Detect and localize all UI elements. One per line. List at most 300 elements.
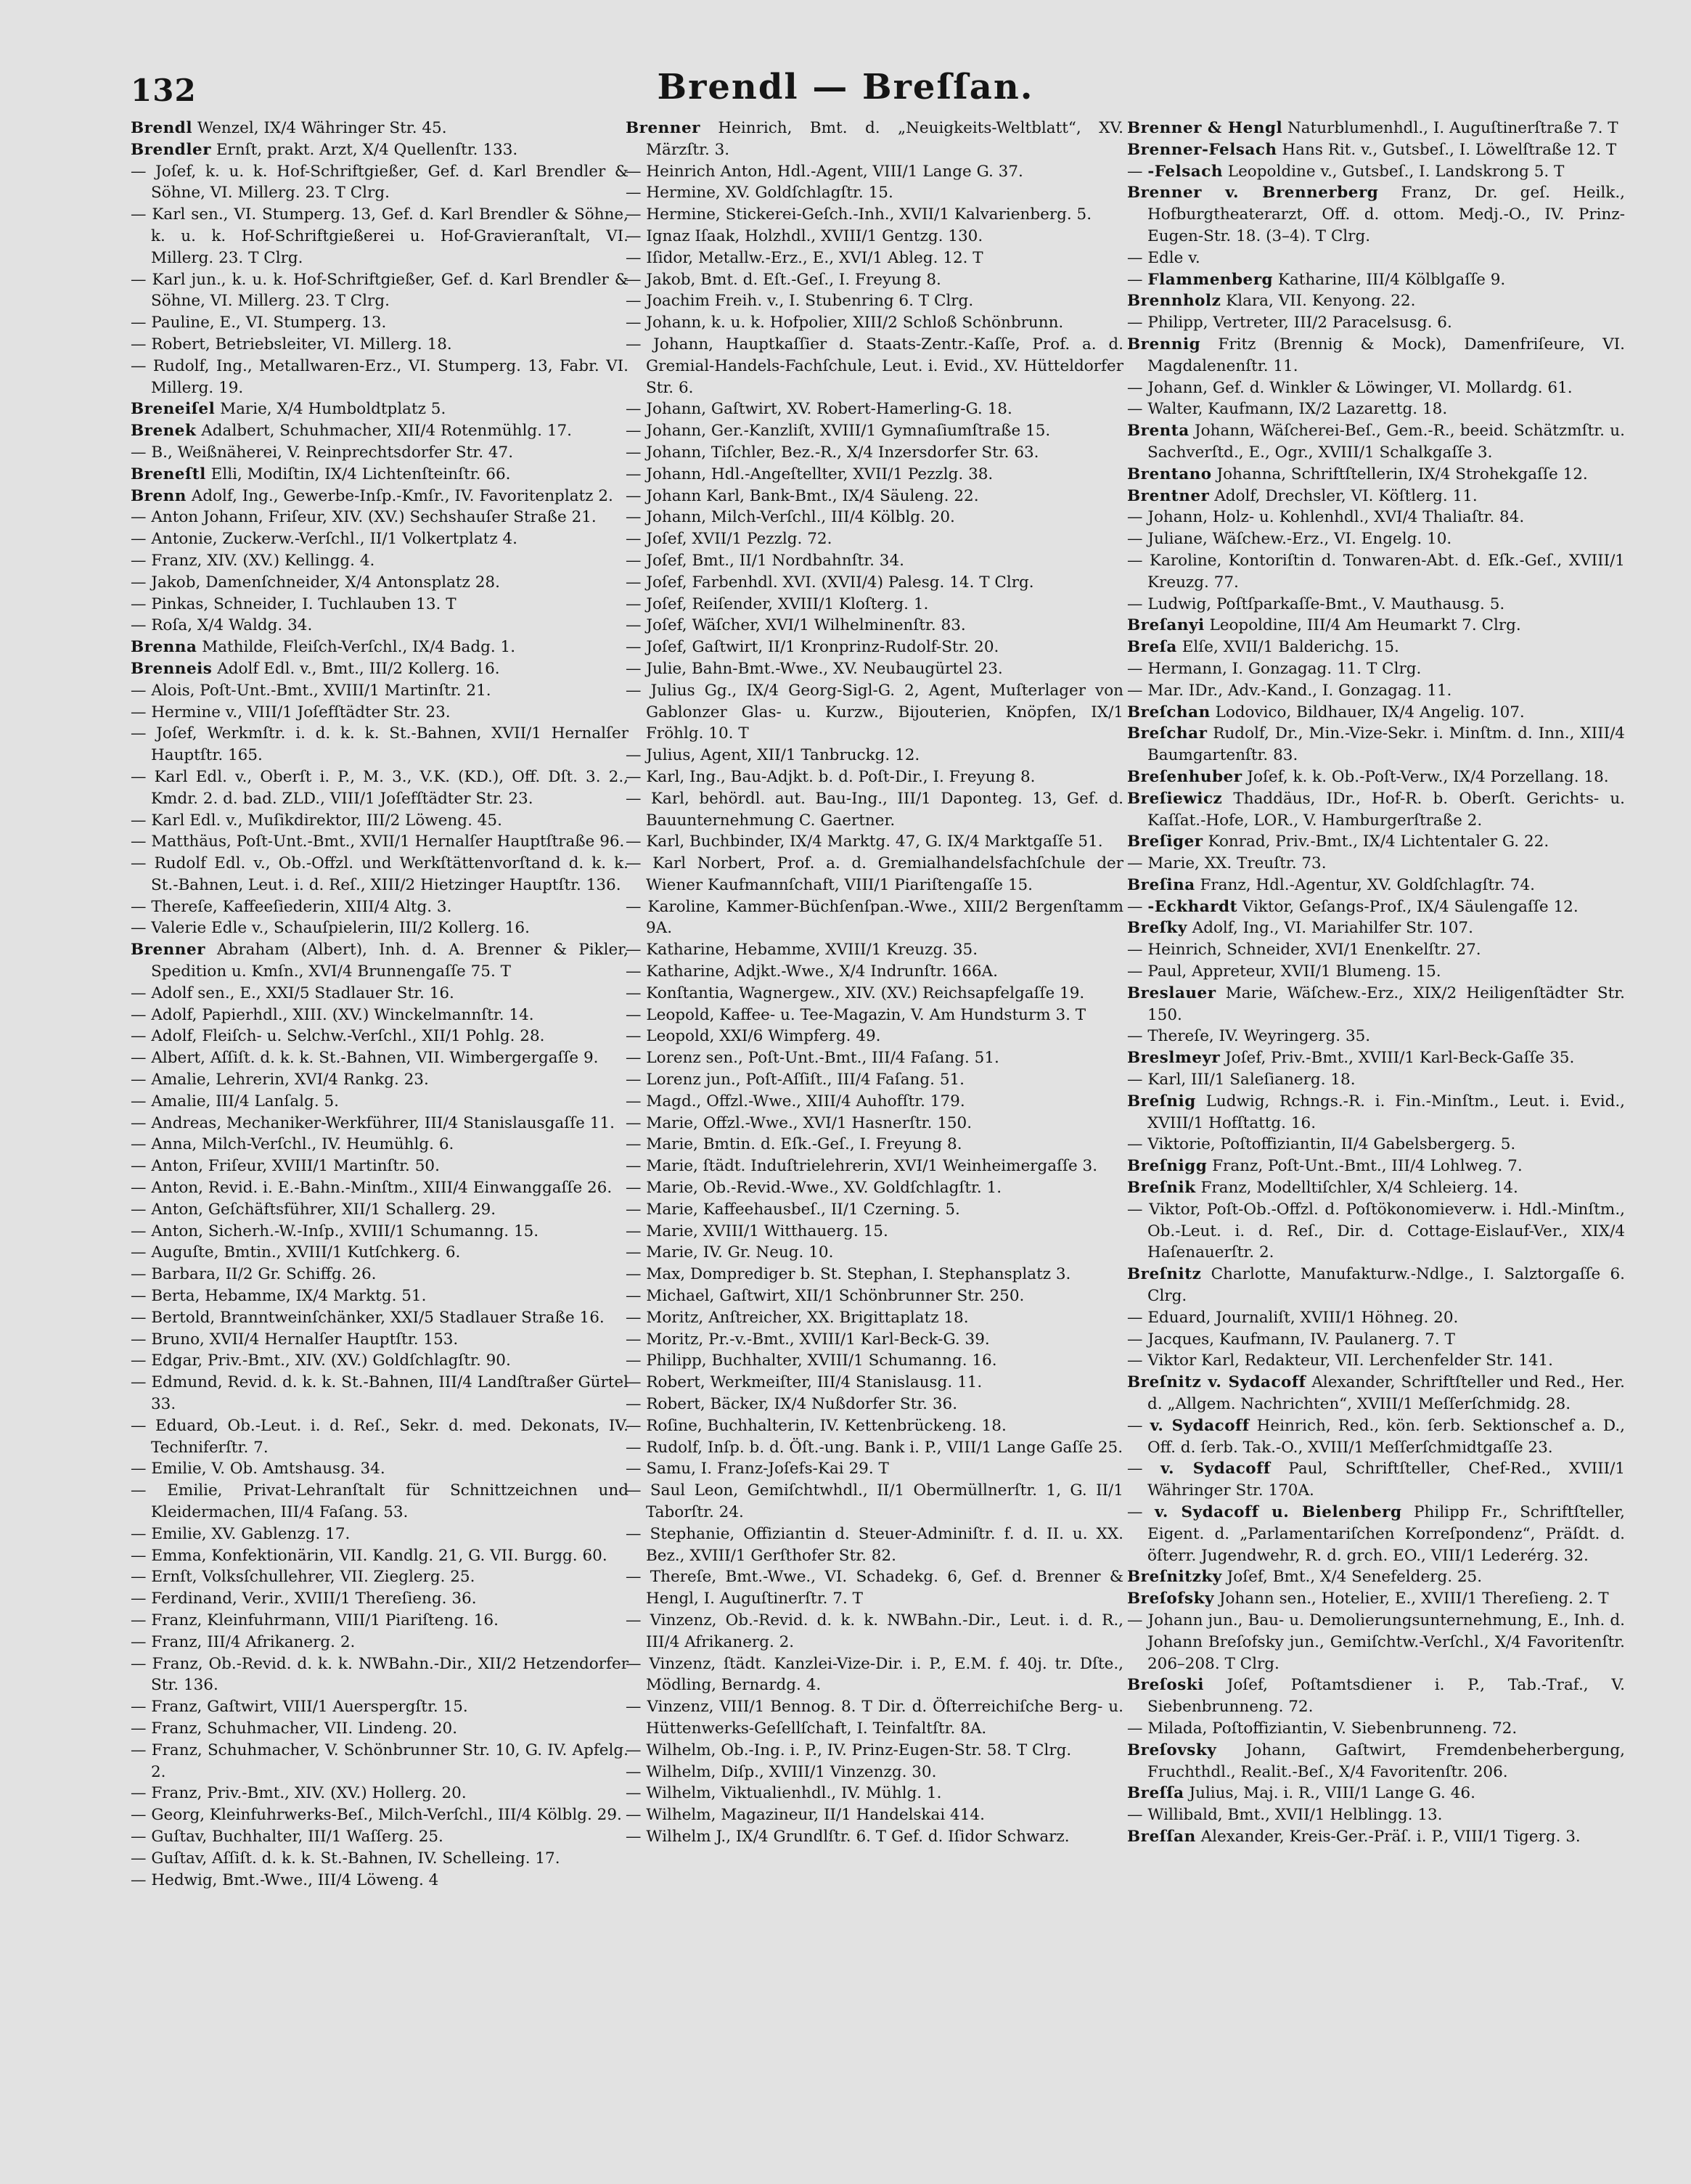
directory-entry xyxy=(1127,248,1625,269)
directory-entry xyxy=(626,1458,1123,1480)
entry-text: Joſef, Bmt., X/4 Senefelderg. 25. xyxy=(1221,1568,1483,1587)
directory-entry xyxy=(131,1199,629,1221)
directory-entry xyxy=(131,1307,629,1329)
entry-text: Johann, Gaſtwirt, XV. Robert-Hamerling-G. 18. xyxy=(646,400,1012,419)
continuation-dash: — xyxy=(131,1849,152,1868)
directory-entry xyxy=(131,1870,629,1891)
entry-text: Franz, Modelltiſchler, X/4 Schleierg. 14. xyxy=(1195,1179,1518,1198)
entry-text: Hedwig, Bmt.-Wwe., III/4 Löweng. 4 xyxy=(151,1870,439,1889)
running-head: Brendl — Breſſan. xyxy=(657,67,1034,107)
entry-text: Karl, III/1 Saleſianerg. 18. xyxy=(1147,1071,1356,1089)
column-1 xyxy=(131,118,629,1891)
continuation-dash: — xyxy=(626,1287,647,1306)
directory-entry xyxy=(131,917,629,939)
continuation-dash: — xyxy=(131,1351,152,1370)
continuation-dash: — xyxy=(626,1027,647,1046)
directory-entry xyxy=(626,464,1123,486)
directory-entry xyxy=(131,420,629,442)
directory-entry xyxy=(1127,1826,1625,1848)
entry-surname: -Eckhardt xyxy=(1147,897,1237,916)
directory-entry xyxy=(1127,1069,1625,1091)
entry-text: Franz, Kleinfuhrmann, VIII/1 Piariſteng. 16. xyxy=(151,1611,499,1629)
directory-entry xyxy=(131,1026,629,1047)
entry-surname: Breſiewicz xyxy=(1127,789,1223,808)
directory-entry xyxy=(1127,377,1625,399)
directory-entry xyxy=(131,161,629,205)
entry-surname: Brenner & Hengl xyxy=(1127,119,1283,137)
entry-text: Eduard, Ob.-Leut. i. d. Reſ., Sekr. d. med. Dekonats, IV. Techniferſtr. 7. xyxy=(151,1416,629,1457)
entry-text: Edle v. xyxy=(1147,248,1200,267)
entry-surname: v. Sydacoff xyxy=(1150,1416,1250,1435)
entry-text: Hans Rit. v., Gutsbeſ., I. Löwelſtraße 12. T xyxy=(1277,140,1617,159)
entry-text: Marie, Wäſchew.-Erz., XIX/2 Heiligenſtädter Str. 150. xyxy=(1147,983,1625,1024)
directory-entry xyxy=(131,1285,629,1307)
continuation-dash: — xyxy=(131,1784,152,1803)
continuation-dash: — xyxy=(626,1698,647,1717)
continuation-dash: — xyxy=(626,1762,647,1781)
directory-entry xyxy=(1127,528,1625,550)
continuation-dash: — xyxy=(626,486,647,505)
entry-text: Elli, Modiſtin, IX/4 Lichtenſteinſtr. 66. xyxy=(205,465,511,483)
entry-text: Konſtantia, Wagnergew., XIV. (XV.) Reichsapfelgaſſe 19. xyxy=(646,983,1085,1002)
continuation-dash: — xyxy=(1127,508,1148,527)
entry-text: Julius, Agent, XII/1 Tanbruckg. 12. xyxy=(646,746,920,765)
directory-entry xyxy=(626,1437,1123,1459)
entry-surname: Breneſtl xyxy=(131,465,206,483)
continuation-dash: — xyxy=(131,1027,152,1046)
directory-entry xyxy=(131,1783,629,1804)
continuation-dash: — xyxy=(131,1179,152,1198)
continuation-dash: — xyxy=(626,1071,647,1089)
directory-entry xyxy=(626,766,1123,788)
entry-surname: Breſenhuber xyxy=(1127,767,1242,786)
entry-text: Karl Edl. v., Muſikdirektor, III/2 Löweng. 45. xyxy=(151,811,502,830)
directory-entry xyxy=(1127,680,1625,702)
directory-entry xyxy=(131,810,629,832)
entry-text: B., Weißnäherei, V. Reinprechtsdorfer Str. 47. xyxy=(151,443,514,462)
entry-text: Robert, Betriebsleiter, VI. Millerg. 18. xyxy=(151,335,452,353)
entry-text: Joſef, Bmt., II/1 Nordbahnſtr. 34. xyxy=(646,551,904,570)
entry-text: Wilhelm, Viktualienhdl., IV. Mühlg. 1. xyxy=(646,1784,942,1803)
continuation-dash: — xyxy=(131,1632,152,1651)
entry-text: Adolf, Drechsler, VI. Köſtlerg. 11. xyxy=(1209,486,1478,505)
continuation-dash: — xyxy=(626,1741,647,1759)
directory-entry xyxy=(131,572,629,594)
continuation-dash: — xyxy=(131,897,152,916)
entry-text: Magd., Offzl.-Wwe., XIII/4 Auhofſtr. 179. xyxy=(646,1092,965,1111)
directory-entry xyxy=(131,1848,629,1870)
directory-entry xyxy=(131,615,629,637)
entry-text: Pinkas, Schneider, I. Tuchlauben 13. T xyxy=(151,594,456,613)
entry-surname: Breſchar xyxy=(1127,724,1208,743)
continuation-dash: — xyxy=(1127,1611,1148,1629)
entry-text: Thaddäus, IDr., Hof-R. b. Oberſt. Gerichts- u. Kaſſat.-Hofe, LOR., V. Hamburgerſtraße 2. xyxy=(1147,789,1625,830)
continuation-dash: — xyxy=(626,1806,647,1825)
entry-text: Berta, Hebamme, IX/4 Marktg. 51. xyxy=(151,1287,427,1306)
entry-text: Johann Karl, Bank-Bmt., IX/4 Säuleng. 22. xyxy=(646,486,979,505)
continuation-dash: — xyxy=(131,1870,152,1889)
continuation-dash: — xyxy=(626,638,647,657)
directory-entry xyxy=(626,550,1123,572)
directory-entry xyxy=(1127,594,1625,615)
entry-surname: Brenner xyxy=(131,941,205,960)
entry-text: Milada, Poſtoffiziantin, V. Siebenbrunneng. 72. xyxy=(1147,1719,1518,1738)
entry-text: Marie, ſtädt. Induſtrielehrerin, XVI/1 Weinheimergaſſe 3. xyxy=(646,1157,1098,1176)
directory-entry xyxy=(1127,161,1625,183)
directory-entry xyxy=(131,1069,629,1091)
entry-surname: Breſſa xyxy=(1127,1784,1184,1803)
directory-entry xyxy=(131,1264,629,1285)
directory-entry xyxy=(626,961,1123,983)
entry-text: Adalbert, Schuhmacher, XII/4 Rotenmühlg. 17. xyxy=(196,422,572,441)
entry-text: Thereſe, IV. Weyringerg. 35. xyxy=(1147,1027,1371,1046)
directory-entry xyxy=(1127,983,1625,1026)
entry-text: Viktorie, Poſtoffiziantin, II/4 Gabelsbergerg. 5. xyxy=(1147,1135,1516,1154)
entry-text: Karl Norbert, Prof. a. d. Gremialhandelsfachſchule der Wiener Kaufmannſchaft, VIII/1 Piariſtengaſſe 15. xyxy=(646,854,1123,894)
entry-text: Joſef, k. u. k. Hof-Schriftgießer, Gef. d. Karl Brendler & Söhne, VI. Millerg. 23. T Clrg. xyxy=(151,162,629,203)
entry-text: Elſe, XVII/1 Balderichg. 15. xyxy=(1176,638,1399,657)
entry-surname: Brennig xyxy=(1127,335,1201,353)
entry-text: Johann, Tiſchler, Bez.-R., X/4 Inzersdorfer Str. 63. xyxy=(646,443,1039,462)
entry-text: Viktor, Geſangs-Prof., IX/4 Säulengaſſe 12. xyxy=(1237,897,1579,916)
continuation-dash: — xyxy=(626,1654,650,1673)
directory-entry xyxy=(626,398,1123,420)
directory-entry xyxy=(626,680,1123,745)
directory-entry xyxy=(131,983,629,1005)
entry-text: Wilhelm, Magazineur, II/1 Handelskai 414. xyxy=(646,1806,985,1825)
directory-entry xyxy=(131,1826,629,1848)
directory-entry xyxy=(131,269,629,313)
entry-surname: Breſchan xyxy=(1127,703,1211,721)
continuation-dash: — xyxy=(626,205,647,224)
directory-entry xyxy=(1127,1134,1625,1156)
entry-text: Marie, Offzl.-Wwe., XVI/1 Hasnerſtr. 150. xyxy=(646,1113,973,1132)
directory-entry xyxy=(626,939,1123,961)
entry-surname: Brenner-Felsach xyxy=(1127,140,1277,159)
directory-entry xyxy=(626,1307,1123,1329)
directory-entry xyxy=(1127,182,1625,247)
entry-text: Marie, Ob.-Revid.-Wwe., XV. Goldſchlagſtr. 1. xyxy=(646,1179,1002,1198)
entry-text: Hermine, XV. Goldſchlagſtr. 15. xyxy=(646,184,893,203)
entry-text: Jakob, Damenſchneider, X/4 Antonsplatz 28. xyxy=(151,573,500,592)
continuation-dash: — xyxy=(131,1308,152,1327)
directory-entry xyxy=(131,507,629,528)
entry-text: Antonie, Zuckerw.-Verſchl., II/1 Volkertplatz 4. xyxy=(151,530,517,549)
directory-entry xyxy=(1127,1718,1625,1740)
entry-text: Marie, Kaffeehausbeſ., II/1 Czerning. 5. xyxy=(646,1200,960,1219)
continuation-dash: — xyxy=(626,248,647,267)
entry-text: Andreas, Mechaniker-Werkführer, III/4 Stanislausgaſſe 11. xyxy=(151,1113,615,1132)
continuation-dash: — xyxy=(131,1654,152,1673)
entry-text: Karoline, Kontoriſtin d. Tonwaren-Abt. d. Eſk.-Geſ., XVIII/1 Kreuzg. 77. xyxy=(1147,551,1625,592)
directory-entry xyxy=(131,1156,629,1177)
directory-entry xyxy=(1127,637,1625,658)
entry-surname: Brenner v. Brennerberg xyxy=(1127,184,1379,203)
continuation-dash: — xyxy=(131,356,153,375)
directory-entry xyxy=(131,1804,629,1826)
directory-entry xyxy=(626,486,1123,507)
entry-text: Paul, Schriftſteller, Chef-Red., XVIII/1 Währinger Str. 170A. xyxy=(1147,1460,1626,1500)
continuation-dash: — xyxy=(131,1243,152,1262)
directory-entry xyxy=(626,1005,1123,1026)
entry-surname: -Felsach xyxy=(1147,162,1223,181)
continuation-dash: — xyxy=(626,422,647,441)
directory-entry xyxy=(131,1696,629,1718)
directory-entry xyxy=(131,680,629,702)
entry-text: Hermann, I. Gonzagag. 11. T Clrg. xyxy=(1147,659,1422,678)
entry-text: Marie, XVIII/1 Witthauerg. 15. xyxy=(646,1222,888,1240)
entry-text: Abraham (Albert), Inh. d. A. Brenner & Pikler, Spedition u. Kmſn., XVI/4 Brunnengaſſe 75. T xyxy=(151,941,629,981)
entry-text: Bruno, XVII/4 Hernalſer Hauptſtr. 153. xyxy=(151,1330,459,1349)
continuation-dash: — xyxy=(626,162,647,181)
entry-text: Wilhelm J., IX/4 Grundlſtr. 6. T Gef. d. Iſidor Schwarz. xyxy=(646,1827,1070,1846)
directory-entry xyxy=(1127,1610,1625,1674)
directory-entry xyxy=(131,1350,629,1372)
entry-text: Edmund, Revid. d. k. k. St.-Bahnen, III/4 Landſtraßer Gürtel 33. xyxy=(151,1373,629,1414)
entry-text: Emilie, Privat-Lehranſtalt für Schnittzeichnen und Kleidermachen, III/4 Faſang. 53. xyxy=(151,1481,629,1521)
entry-text: Mar. IDr., Adv.-Kand., I. Gonzagag. 11. xyxy=(1147,681,1452,700)
continuation-dash: — xyxy=(131,551,152,570)
continuation-dash: — xyxy=(1127,659,1148,678)
entry-text: Philipp Fr., Schriftſteller, Eigent. d. „Parlamentariſchen Korreſpondenz“, Präſdt. d. öſterr. Jugendwehr, R. d. grch. EO., VIII/1 Lederérg. 32. xyxy=(1147,1503,1625,1565)
directory-entry xyxy=(1127,269,1625,291)
directory-entry xyxy=(626,1524,1123,1567)
directory-entry xyxy=(626,312,1123,334)
continuation-dash: — xyxy=(626,1568,650,1587)
continuation-dash: — xyxy=(626,292,647,311)
page-number: 132 xyxy=(131,73,197,108)
entry-text: Walter, Kaufmann, IX/2 Lazarettg. 18. xyxy=(1147,400,1448,419)
continuation-dash: — xyxy=(131,1157,152,1176)
entry-surname: v. Sydacoff u. Bielenberg xyxy=(1155,1503,1402,1521)
continuation-dash: — xyxy=(626,551,647,570)
entry-text: Lorenz sen., Poſt-Unt.-Bmt., III/4 Faſang. 51. xyxy=(646,1049,999,1068)
continuation-dash: — xyxy=(1127,681,1148,700)
continuation-dash: — xyxy=(626,335,654,353)
continuation-dash: — xyxy=(131,833,152,851)
entry-surname: Breneiſel xyxy=(131,400,216,419)
entry-text: Karl, behördl. aut. Bau-Ing., III/1 Daponteg. 13, Gef. d. Bauunternehmung C. Gaertner. xyxy=(646,789,1123,830)
directory-entry xyxy=(626,983,1123,1005)
directory-entry xyxy=(626,1285,1123,1307)
directory-entry xyxy=(131,486,629,507)
entry-surname: Breſnitzky xyxy=(1127,1568,1222,1587)
entry-text: Johann, Holz- u. Kohlenhdl., XVI/4 Thaliaſtr. 84. xyxy=(1147,508,1525,527)
continuation-dash: — xyxy=(1127,594,1148,613)
entry-surname: v. Sydacoff xyxy=(1160,1460,1271,1479)
continuation-dash: — xyxy=(131,919,152,938)
entry-text: Valerie Edle v., Schauſpielerin, III/2 Kollerg. 16. xyxy=(151,919,530,938)
continuation-dash: — xyxy=(626,1524,650,1543)
directory-entry xyxy=(626,1091,1123,1113)
directory-entry xyxy=(626,182,1123,204)
continuation-dash: — xyxy=(131,443,152,462)
continuation-dash: — xyxy=(131,1806,152,1825)
continuation-dash: — xyxy=(1127,530,1148,549)
directory-entry xyxy=(626,1047,1123,1069)
directory-entry xyxy=(131,594,629,615)
continuation-dash: — xyxy=(131,1590,152,1608)
continuation-dash: — xyxy=(626,1351,647,1370)
continuation-dash: — xyxy=(1127,1308,1148,1327)
directory-entry xyxy=(626,572,1123,594)
directory-entry xyxy=(131,831,629,853)
entry-text: Vinzenz, Ob.-Revid. d. k. k. NWBahn.-Dir., Leut. i. d. R., III/4 Afrikanerg. 2. xyxy=(646,1611,1123,1651)
entry-text: Klara, VII. Kenyong. 22. xyxy=(1221,292,1416,311)
entry-text: Amalie, Lehrerin, XVI/4 Rankg. 23. xyxy=(151,1071,429,1089)
continuation-dash: — xyxy=(626,1265,647,1284)
directory-entry xyxy=(131,1566,629,1588)
entry-text: Jacques, Kaufmann, IV. Paulanerg. 7. T xyxy=(1147,1330,1455,1349)
directory-entry xyxy=(626,745,1123,766)
directory-entry xyxy=(131,334,629,356)
entry-text: Adolf, Ing., Gewerbe-Inſp.-Kmſr., IV. Favoritenplatz 2. xyxy=(186,486,613,505)
entry-text: Karoline, Kammer-Büchſenſpan.-Wwe., XIII/2 Bergenſtamm 9A. xyxy=(646,897,1123,938)
continuation-dash: — xyxy=(626,681,651,700)
directory-entry xyxy=(131,896,629,918)
entry-surname: Breſofsky xyxy=(1127,1590,1215,1608)
entry-text: Franz, Schuhmacher, V. Schönbrunner Str. 10, G. IV. Apfelg. 2. xyxy=(151,1741,629,1781)
entry-text: Johann, Hauptkaſſier d. Staats-Zentr.-Kaſſe, Prof. a. d. Gremial-Handels-Fachſchule, Leut. i. Evid., XV. Hütteldorfer Str. 6. xyxy=(646,335,1123,397)
directory-entry xyxy=(626,1113,1123,1134)
entry-surname: Breſiger xyxy=(1127,833,1203,851)
continuation-dash: — xyxy=(626,1157,647,1176)
entry-text: Wenzel, IX/4 Währinger Str. 45. xyxy=(192,119,447,137)
continuation-dash: — xyxy=(1127,162,1148,181)
directory-entry xyxy=(131,637,629,658)
entry-text: Rudolf Edl. v., Ob.-Offzl. und Werkſtättenvorſtand d. k. k. St.-Bahnen, Leut. i. d. Reſ., XIII/2 Hietzinger Hauptſtr. 136. xyxy=(151,854,629,894)
entry-text: Ernſt, prakt. Arzt, X/4 Quellenſtr. 133. xyxy=(211,140,518,159)
entry-text: Ernſt, Volksſchullehrer, VII. Zieglerg. 25. xyxy=(151,1568,475,1587)
continuation-dash: — xyxy=(626,1222,647,1240)
directory-entry xyxy=(1127,1566,1625,1588)
directory-entry xyxy=(1127,615,1625,637)
directory-entry xyxy=(1127,1329,1625,1351)
directory-entry xyxy=(131,1242,629,1264)
directory-entry xyxy=(626,1134,1123,1156)
entry-text: Juliane, Wäſchew.-Erz., VI. Engelg. 10. xyxy=(1147,530,1452,549)
entry-text: Rudolf, Ing., Metallwaren-Erz., VI. Stumperg. 13, Fabr. VI. Millerg. 19. xyxy=(151,356,629,397)
entry-text: Ferdinand, Verir., XVIII/1 Thereſieng. 36. xyxy=(151,1590,477,1608)
continuation-dash: — xyxy=(1127,854,1148,873)
continuation-dash: — xyxy=(131,1416,156,1435)
continuation-dash: — xyxy=(131,1113,152,1132)
directory-entry xyxy=(626,658,1123,680)
continuation-dash: — xyxy=(131,1719,152,1738)
entry-surname: Breſina xyxy=(1127,875,1195,894)
entry-surname: Brenna xyxy=(131,638,197,657)
continuation-dash: — xyxy=(1127,1135,1148,1154)
continuation-dash: — xyxy=(626,767,647,786)
directory-entry xyxy=(626,1610,1123,1653)
continuation-dash: — xyxy=(626,746,647,765)
continuation-dash: — xyxy=(626,1416,647,1435)
directory-entry xyxy=(1127,1264,1625,1307)
entry-text: Ignaz Iſaak, Holzhdl., XVIII/1 Gentzg. 130. xyxy=(646,226,983,245)
directory-entry xyxy=(626,1242,1123,1264)
entry-text: Philipp, Buchhalter, XVIII/1 Schumanng. 16. xyxy=(646,1351,997,1370)
entry-surname: Brenneis xyxy=(131,659,213,678)
directory-entry xyxy=(626,204,1123,226)
directory-entry xyxy=(131,939,629,983)
continuation-dash: — xyxy=(131,270,152,289)
entry-text: Marie, XX. Treuſtr. 73. xyxy=(1147,854,1327,873)
continuation-dash: — xyxy=(1127,248,1148,267)
entry-surname: Brendl xyxy=(131,119,193,137)
entry-surname: Breſnitz v. Sydacoff xyxy=(1127,1373,1306,1392)
directory-entry xyxy=(626,1804,1123,1826)
directory-entry xyxy=(1127,420,1625,464)
directory-entry xyxy=(131,1480,629,1524)
entry-surname: Brentner xyxy=(1127,486,1210,505)
continuation-dash: — xyxy=(131,983,152,1002)
entry-text: Anton, Friſeur, XVIII/1 Martinſtr. 50. xyxy=(151,1157,440,1176)
entry-text: Viktor, Poſt-Ob.-Offzl. d. Poſtökonomieverw. i. Hdl.-Minſtm., Ob.-Leut. i. d. Reſ., Dir. d. Cottage-Eislauf-Ver., XIX/4 Haſenauerſtr. 2. xyxy=(1147,1200,1625,1262)
continuation-dash: — xyxy=(626,1005,647,1024)
directory-entry xyxy=(626,1740,1123,1762)
entry-text: Leopoldine, III/4 Am Heumarkt 7. Clrg. xyxy=(1204,616,1521,635)
entry-text: Karl, Buchbinder, IX/4 Marktg. 47, G. IX/4 Marktgaſſe 51. xyxy=(646,833,1103,851)
column-2 xyxy=(626,118,1123,1848)
continuation-dash: — xyxy=(131,1071,152,1089)
continuation-dash: — xyxy=(131,1200,152,1219)
directory-entry xyxy=(626,1177,1123,1199)
continuation-dash: — xyxy=(626,314,647,332)
directory-entry xyxy=(131,1047,629,1069)
entry-text: Roſa, X/4 Waldg. 34. xyxy=(151,616,313,635)
directory-entry xyxy=(1127,118,1625,139)
entry-text: Katharine, Adjkt.-Wwe., X/4 Indrunſtr. 166A. xyxy=(646,962,998,981)
entry-surname: Breſnigg xyxy=(1127,1157,1208,1176)
continuation-dash: — xyxy=(626,962,647,981)
directory-entry xyxy=(1127,139,1625,161)
continuation-dash: — xyxy=(626,1481,650,1500)
directory-entry xyxy=(131,1545,629,1567)
directory-entry xyxy=(1127,334,1625,377)
entry-text: Georg, Kleinfuhrwerks-Beſ., Milch-Verſchl., III/4 Kölblg. 29. xyxy=(151,1806,622,1825)
entry-text: Franz, III/4 Afrikanerg. 2. xyxy=(151,1632,356,1651)
directory-entry xyxy=(626,269,1123,291)
entry-text: Vinzenz, VIII/1 Bennog. 8. T Dir. d. Öſterreichiſche Berg- u. Hüttenwerks-Geſellſchaft, I. Teinfaltſtr. 8A. xyxy=(646,1698,1123,1738)
continuation-dash: — xyxy=(1127,1460,1161,1479)
entry-text: Heinrich, Schneider, XVI/1 Enenkelſtr. 27. xyxy=(1147,941,1481,960)
continuation-dash: — xyxy=(626,1308,647,1327)
entry-text: Eduard, Journaliſt, XVIII/1 Höhneg. 20. xyxy=(1147,1308,1459,1327)
entry-text: Julius, Maj. i. R., VIII/1 Lange G. 46. xyxy=(1184,1784,1475,1803)
directory-entry xyxy=(131,464,629,486)
entry-text: Jakob, Bmt. d. Eſt.-Geſ., I. Freyung 8. xyxy=(646,270,941,289)
directory-entry xyxy=(626,420,1123,442)
entry-text: Leopold, XXI/6 Wimpferg. 49. xyxy=(646,1027,881,1046)
continuation-dash: — xyxy=(626,594,647,613)
directory-entry xyxy=(131,1091,629,1113)
continuation-dash: — xyxy=(1127,1416,1150,1435)
continuation-dash: — xyxy=(131,1135,152,1154)
continuation-dash: — xyxy=(626,1135,647,1154)
directory-entry xyxy=(1127,312,1625,334)
directory-entry xyxy=(131,1610,629,1632)
directory-entry xyxy=(1127,1091,1625,1134)
column-3 xyxy=(1127,118,1625,1848)
entry-text: Anton Johann, Friſeur, XIV. (XV.) Sechshauſer Straße 21. xyxy=(151,508,597,527)
directory-entry xyxy=(626,1394,1123,1415)
entry-text: Franz, Priv.-Bmt., XIV. (XV.) Hollerg. 20. xyxy=(151,1784,467,1803)
directory-entry xyxy=(131,528,629,550)
directory-entry xyxy=(1127,290,1625,312)
entry-text: Marie, Bmtin. d. Eſk.-Geſ., I. Freyung 8. xyxy=(646,1135,962,1154)
entry-surname: Brenta xyxy=(1127,422,1190,441)
entry-text: Adolf, Fleiſch- u. Selchw.-Verſchl., XII/1 Pohlg. 28. xyxy=(151,1027,545,1046)
